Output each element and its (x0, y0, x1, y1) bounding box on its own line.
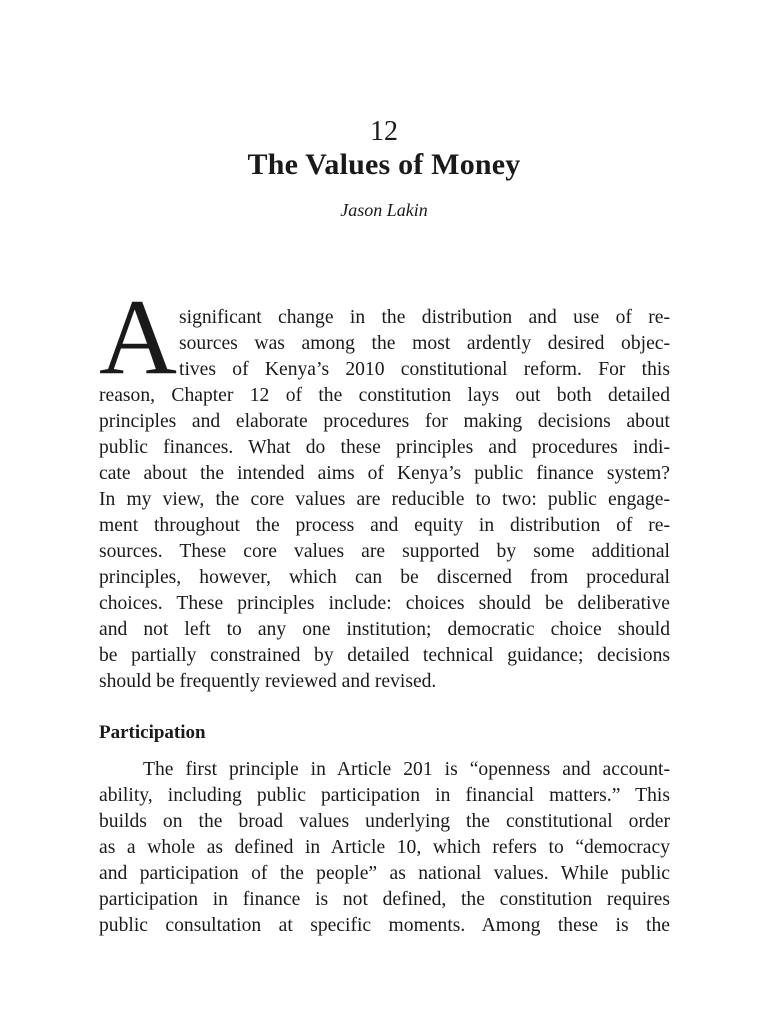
intro-line: principles, however, which can be discerned from procedural (99, 567, 670, 588)
intro-paragraph (99, 305, 670, 695)
intro-line: cate about the intended aims of Kenya’s public finance system? (99, 463, 670, 484)
intro-line: reason, Chapter 12 of the constitution lays out both detailed (99, 385, 670, 406)
intro-line: ment throughout the process and equity in distribution of re- (99, 515, 670, 536)
section-line: ability, including public participation in financial matters.” This (99, 785, 670, 806)
section-line: and participation of the people” as national values. While public (99, 863, 670, 884)
intro-line: tives of Kenya’s 2010 constitutional reform. For this (179, 359, 670, 380)
intro-line: be partially constrained by detailed technical guidance; decisions (99, 645, 670, 666)
section-line: public consultation at specific moments. Among these is the (99, 915, 670, 936)
intro-line: principles and elaborate procedures for making decisions about (99, 411, 670, 432)
chapter-number: 12 (370, 116, 398, 147)
section-line: participation in finance is not defined, the constitution requires (99, 889, 670, 910)
intro-line: public finances. What do these principles and procedures indi- (99, 437, 670, 458)
drop-cap: A (99, 278, 177, 397)
chapter-author: Jason Lakin (340, 200, 428, 220)
intro-line: and not left to any one institution; democratic choice should (99, 619, 670, 640)
intro-line: significant change in the distribution and use of re- (179, 307, 670, 328)
intro-line: In my view, the core values are reducible to two: public engage- (99, 489, 670, 510)
intro-line: sources was among the most ardently desired objec- (179, 333, 670, 354)
section-line: The first principle in Article 201 is “openness and account- (143, 759, 670, 780)
chapter-title: The Values of Money (247, 148, 521, 181)
section-heading: Participation (99, 722, 206, 743)
intro-line: sources. These core values are supported by some additional (99, 541, 670, 562)
intro-line: should be frequently reviewed and revised. (99, 671, 437, 692)
section-line: builds on the broad values underlying the constitutional order (99, 811, 670, 832)
intro-line: choices. These principles include: choices should be deliberative (99, 593, 670, 614)
section-paragraph (99, 757, 670, 939)
section-line: as a whole as defined in Article 10, which refers to “democracy (99, 837, 670, 858)
